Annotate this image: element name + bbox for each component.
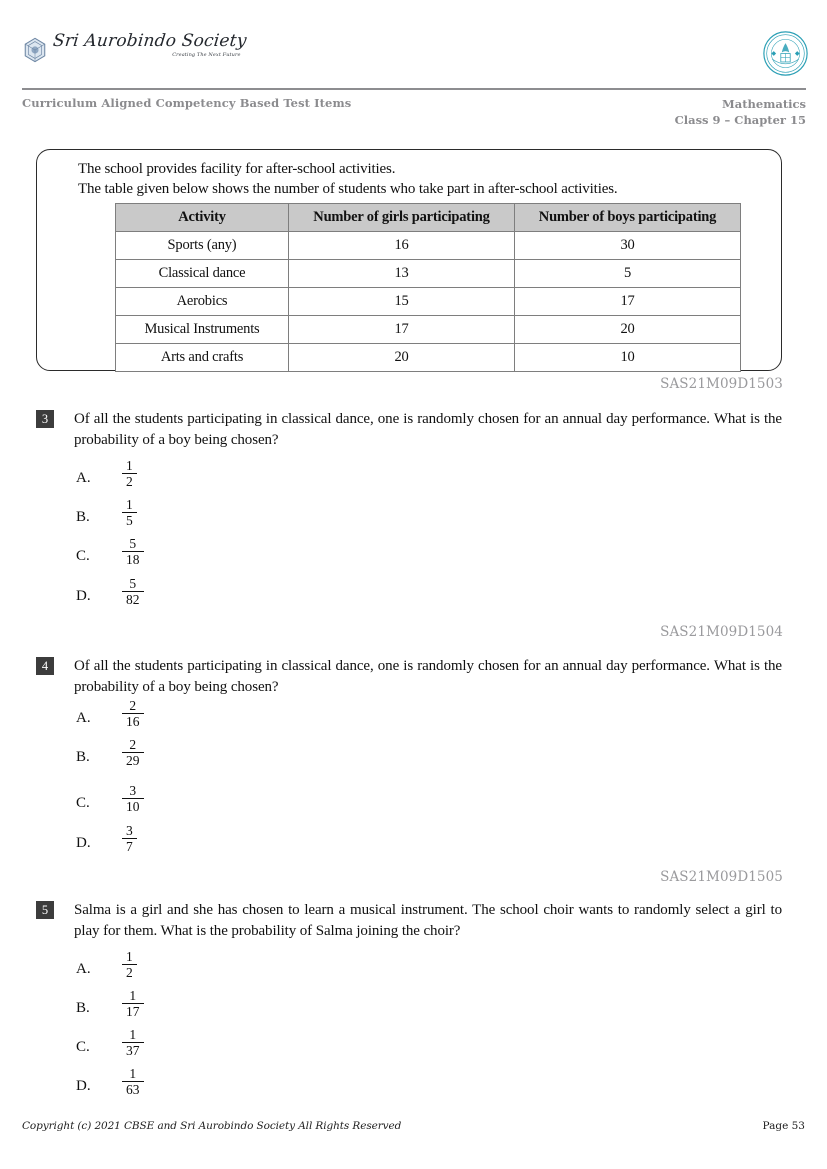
fraction-denominator: 2	[122, 473, 137, 489]
option-letter: B.	[76, 749, 90, 765]
cell-boys: 5	[515, 260, 741, 288]
fraction-denominator: 63	[122, 1081, 144, 1097]
option-letter: A.	[76, 710, 91, 726]
table-row	[116, 344, 741, 372]
fraction-numerator: 1	[129, 1027, 137, 1042]
question-number-4: 4	[36, 657, 54, 675]
column-header-boys: Number of boys participating	[515, 204, 741, 232]
fraction-denominator: 2	[122, 964, 137, 980]
fraction-denominator: 10	[122, 798, 144, 814]
option-4-B[interactable]	[76, 737, 276, 777]
cell-boys: 30	[515, 232, 741, 260]
fraction-numerator: 1	[126, 949, 133, 964]
cell-activity: Sports (any)	[116, 232, 289, 260]
option-fraction	[122, 949, 137, 980]
org-name: Sri Aurobindo Society	[51, 31, 248, 51]
sas-wordmark	[53, 31, 247, 58]
header-divider	[22, 88, 806, 90]
fraction-numerator: 1	[129, 1066, 137, 1081]
cell-activity: Musical Instruments	[116, 316, 289, 344]
option-fraction	[122, 737, 144, 768]
option-3-B[interactable]	[76, 497, 276, 537]
option-fraction	[122, 497, 137, 528]
header-left-title: Curriculum Aligned Competency Based Test Items	[22, 96, 352, 110]
option-letter: D.	[76, 835, 91, 851]
stimulus-line-2: The table given below shows the number of students who take part in after-school activities.	[78, 181, 618, 197]
header-subject: Mathematics	[722, 97, 806, 111]
fraction-numerator: 2	[129, 698, 137, 713]
option-letter: D.	[76, 588, 91, 604]
fraction-numerator: 1	[126, 497, 133, 512]
question-text-4: Of all the students participating in classical dance, one is randomly chosen for an annual day performance. What is the probability of a boy being chosen?	[74, 658, 782, 695]
header-right-block	[675, 96, 806, 128]
fraction-numerator: 1	[126, 458, 133, 473]
header-class-chapter: Class 9 – Chapter 15	[674, 113, 806, 127]
footer-copyright: Copyright (c) 2021 CBSE and Sri Aurobindo Society All Rights Reserved	[22, 1120, 402, 1132]
cell-girls: 16	[289, 232, 515, 260]
org-tagline: Creating The Next Future	[172, 52, 241, 58]
cell-activity: Classical dance	[116, 260, 289, 288]
fraction-denominator: 37	[122, 1042, 144, 1058]
option-letter: B.	[76, 1000, 90, 1016]
option-fraction	[122, 823, 137, 854]
option-3-D[interactable]	[76, 576, 276, 616]
table-row	[116, 316, 741, 344]
option-3-A[interactable]	[76, 458, 276, 498]
option-4-D[interactable]	[76, 823, 276, 863]
question-code-5: SAS21M09D1505	[660, 869, 783, 885]
option-letter: A.	[76, 470, 91, 486]
sri-aurobindo-society-logo	[22, 31, 248, 73]
option-fraction	[122, 458, 137, 489]
question-text-5: Salma is a girl and she has chosen to learn a musical instrument. The school choir wants to randomly select a girl to play for them. What is the probability of Salma joining the choir?	[74, 902, 782, 939]
option-fraction	[122, 1027, 144, 1058]
cell-girls: 15	[289, 288, 515, 316]
option-fraction	[122, 576, 144, 607]
option-5-C[interactable]	[76, 1027, 276, 1067]
table-header-row	[116, 204, 741, 232]
fraction-numerator: 3	[126, 823, 133, 838]
option-4-A[interactable]	[76, 698, 276, 738]
option-fraction	[122, 1066, 144, 1097]
cbse-emblem-icon	[762, 30, 809, 77]
fraction-denominator: 17	[122, 1003, 144, 1019]
question-code-4: SAS21M09D1504	[660, 624, 783, 640]
table-row	[116, 232, 741, 260]
fraction-denominator: 18	[122, 551, 144, 567]
cell-girls: 20	[289, 344, 515, 372]
option-letter: C.	[76, 795, 90, 811]
question-code-3: SAS21M09D1503	[660, 376, 783, 392]
column-header-activity: Activity	[116, 204, 289, 232]
fraction-numerator: 2	[129, 737, 137, 752]
fraction-denominator: 16	[122, 713, 144, 729]
option-4-C[interactable]	[76, 783, 276, 823]
fraction-denominator: 29	[122, 752, 144, 768]
fraction-denominator: 5	[122, 512, 137, 528]
fraction-numerator: 3	[129, 783, 137, 798]
option-fraction	[122, 988, 144, 1019]
page-header	[0, 0, 827, 92]
option-letter: B.	[76, 509, 90, 525]
activities-table	[115, 203, 741, 372]
fraction-denominator: 7	[122, 838, 137, 854]
option-5-B[interactable]	[76, 988, 276, 1028]
option-fraction	[122, 783, 144, 814]
cell-girls: 17	[289, 316, 515, 344]
table-row	[116, 260, 741, 288]
footer-page-number: Page 53	[762, 1120, 805, 1132]
fraction-denominator: 82	[122, 591, 144, 607]
option-3-C[interactable]	[76, 536, 276, 576]
question-text-3: Of all the students participating in classical dance, one is randomly chosen for an annual day performance. What is the probability of a boy being chosen?	[74, 411, 782, 448]
cell-girls: 13	[289, 260, 515, 288]
fraction-numerator: 1	[129, 988, 137, 1003]
table-row	[116, 288, 741, 316]
option-letter: D.	[76, 1078, 91, 1094]
option-letter: C.	[76, 548, 90, 564]
question-number-3: 3	[36, 410, 54, 428]
option-letter: C.	[76, 1039, 90, 1055]
option-fraction	[122, 536, 144, 567]
cell-boys: 10	[515, 344, 741, 372]
question-number-5: 5	[36, 901, 54, 919]
cell-boys: 20	[515, 316, 741, 344]
column-header-girls: Number of girls participating	[289, 204, 515, 232]
stimulus-line-1: The school provides facility for after-school activities.	[78, 161, 396, 177]
cell-activity: Aerobics	[116, 288, 289, 316]
option-5-D[interactable]	[76, 1066, 276, 1106]
option-5-A[interactable]	[76, 949, 276, 989]
cell-activity: Arts and crafts	[116, 344, 289, 372]
option-fraction	[122, 698, 144, 729]
fraction-numerator: 5	[129, 536, 137, 551]
option-letter: A.	[76, 961, 91, 977]
fraction-numerator: 5	[129, 576, 137, 591]
cell-boys: 17	[515, 288, 741, 316]
stimulus-box	[36, 149, 782, 371]
sas-hexagon-logo-icon	[22, 37, 48, 63]
